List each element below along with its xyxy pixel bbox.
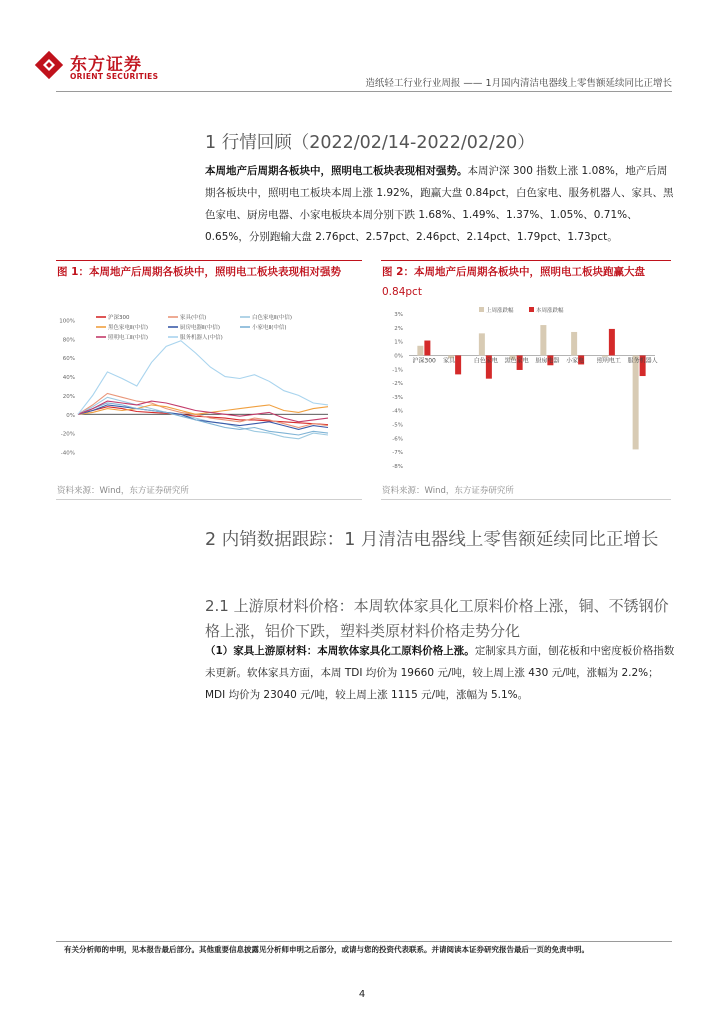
- company-logo: [34, 48, 174, 88]
- footer-divider: [56, 941, 672, 942]
- legend-swatch: [479, 307, 484, 312]
- y-tick-label: -20%: [60, 431, 75, 438]
- figure-2-top-rule: [381, 260, 671, 261]
- category-label: 小家电: [566, 357, 585, 365]
- y-tick-label: -5%: [392, 422, 403, 429]
- category-label: 家具: [443, 357, 456, 365]
- bar: [540, 325, 546, 355]
- bar: [571, 332, 577, 355]
- y-tick-label: -8%: [392, 464, 403, 470]
- bar: [609, 329, 615, 356]
- y-tick-label: -3%: [392, 394, 403, 401]
- y-tick-label: 100%: [59, 318, 75, 325]
- figure-2-title-line2: 0.84pct: [382, 286, 422, 298]
- figure-2-source: 资料来源：Wind，东方证券研究所: [382, 486, 514, 496]
- legend-label: 服务机器人(中信): [180, 335, 223, 341]
- section-1-lead: 本周地产后周期各板块中，照明电工板块表现相对强势。: [205, 165, 468, 177]
- legend-swatch: [529, 307, 534, 312]
- legend-label: 沪深300: [108, 315, 130, 321]
- logo-text-en: ORIENT SECURITIES: [70, 72, 159, 81]
- bar: [479, 333, 485, 355]
- category-label: 白色家电: [473, 357, 498, 365]
- y-tick-label: 60%: [62, 356, 75, 363]
- figure-2-title: [382, 262, 672, 302]
- legend-label: 厨房电器Ⅱ(中信): [180, 325, 220, 331]
- y-tick-label: 3%: [394, 312, 403, 318]
- y-tick-label: -1%: [392, 367, 403, 374]
- category-label: 照明电工: [596, 357, 621, 365]
- legend-label: 上周涨跌幅: [486, 308, 514, 314]
- category-label: 黑色家电: [504, 357, 529, 365]
- bar: [455, 355, 461, 374]
- figure-2-title-line1: 图 2：本周地产后周期各板块中，照明电工板块跑赢大盘: [382, 266, 645, 278]
- y-tick-label: 0%: [394, 353, 403, 360]
- figure-1-line-chart: [56, 312, 362, 462]
- section-2-lead: （1）家具上游原材料：本周软体家具化工原料价格上涨。: [205, 645, 475, 657]
- section-2-paragraph: [205, 640, 675, 706]
- figure-1-title: 图 1：本周地产后周期各板块中，照明电工板块表现相对强势: [57, 266, 341, 278]
- legend-label: 照明电工Ⅱ(中信): [108, 335, 148, 341]
- y-tick-label: 2%: [394, 325, 403, 332]
- figure-2-bar-chart: [381, 302, 671, 472]
- y-tick-label: 80%: [62, 337, 75, 344]
- bar: [417, 346, 423, 356]
- bar: [424, 341, 430, 356]
- logo-mark-icon: [34, 50, 64, 80]
- figure-1-top-rule: [56, 260, 362, 261]
- figure-1-source: 资料来源：Wind，东方证券研究所: [57, 486, 189, 496]
- category-label: 厨房电器: [535, 357, 560, 365]
- legend-label: 黑色家电Ⅱ(中信): [108, 325, 148, 331]
- report-header-title: 造纸轻工行业行业周报 —— 1月国内清洁电器线上零售额延续同比正增长: [365, 78, 672, 89]
- y-tick-label: 20%: [62, 393, 75, 400]
- y-tick-label: 0%: [66, 412, 75, 419]
- section-2-body: 定制家具方面，刨花板和中密度板价格指数未更新。软体家具方面，本周 TDI 均价为 19660 元/吨，较上周上涨 430 元/吨，涨幅为 2.2%；MDI 均价为 23040 元/吨，较上周上涨 1115 元/吨，涨幅为 5.1%。: [205, 645, 675, 701]
- logo-text-cn: 东方证券: [70, 55, 142, 75]
- legend-label: 本周涨跌幅: [536, 308, 564, 314]
- figure-1-bottom-rule: [56, 499, 362, 500]
- section-1-heading: 1 行情回顾（2022/02/14-2022/02/20）: [205, 133, 535, 153]
- y-tick-label: -4%: [392, 408, 403, 415]
- legend-label: 小家电Ⅱ(中信): [252, 325, 287, 331]
- category-label: 沪深300: [412, 357, 436, 365]
- y-tick-label: -40%: [60, 450, 75, 457]
- legend-label: 白色家电Ⅱ(中信): [252, 315, 292, 321]
- y-tick-label: 1%: [394, 339, 403, 346]
- series-line: [78, 341, 328, 415]
- y-tick-label: 40%: [62, 375, 75, 382]
- y-tick-label: -2%: [392, 381, 403, 388]
- y-tick-label: -6%: [392, 436, 403, 443]
- header-divider: [56, 91, 672, 92]
- category-label: 服务机器人: [627, 357, 658, 365]
- legend-label: 家具(中信): [180, 315, 207, 321]
- section-2-1-subheading: 2.1 上游原材料价格：本周软体家具化工原料价格上涨，铜、不锈钢价格上涨，铝价下跌，塑料类原材料价格走势分化: [205, 597, 669, 640]
- footer-disclaimer: 有关分析师的申明，见本报告最后部分。其他重要信息披露见分析师申明之后部分，或请与您的投资代表联系。并请阅读本证券研究报告最后一页的免责申明。: [64, 945, 589, 954]
- section-2-heading: 2 内销数据跟踪：1 月清洁电器线上零售额延续同比正增长: [205, 530, 659, 550]
- figure-2-bottom-rule: [381, 499, 671, 500]
- page-number: 4: [358, 989, 366, 1000]
- bar: [633, 355, 639, 449]
- y-tick-label: -7%: [392, 450, 403, 457]
- section-1-paragraph: [205, 160, 675, 248]
- section-1-body: 本周沪深 300 指数上涨 1.08%，地产后周期各板块中，照明电工板块本周上涨 1.92%，跑赢大盘 0.84pct，白色家电、服务机器人、家具、黑色家电、厨房电器、小家电板块本周分别下跌 1.68%、1.49%、1.37%、1.05%、0.71%、0.65%，分别跑输大盘 2.76pct、2.57pct、2.46pct、2.14pct、1.79pct、1.73pct。: [205, 165, 674, 243]
